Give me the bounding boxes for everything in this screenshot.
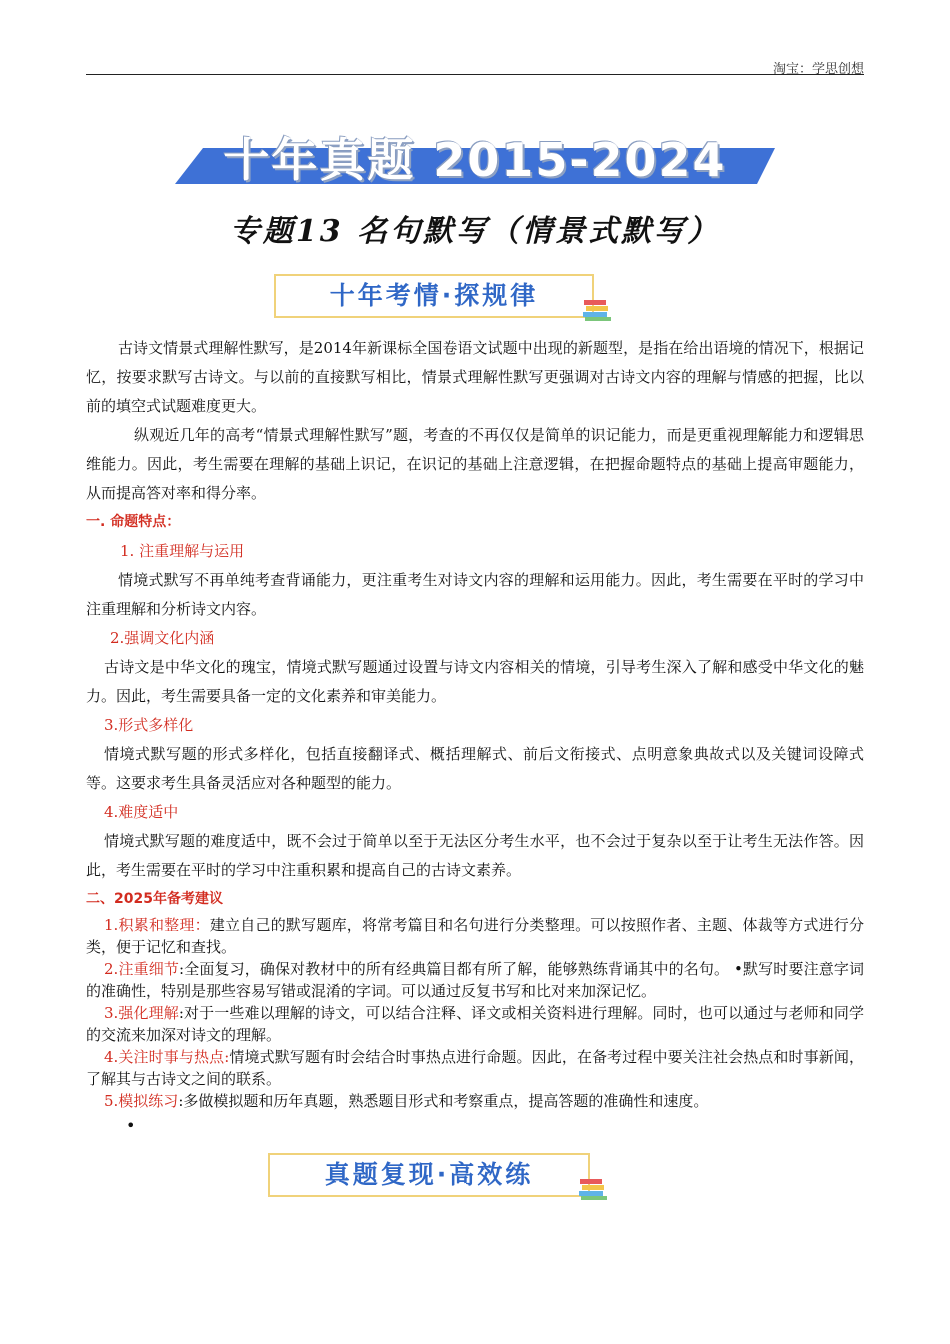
- part2-item-label: 3.强化理解: [104, 1004, 179, 1022]
- banner-title: 十年真题 2015-2024: [223, 133, 727, 187]
- books-icon: [578, 1175, 608, 1201]
- part2-heading: 二、2025年备考建议: [86, 891, 223, 907]
- banner: [175, 120, 775, 187]
- part2-item-text: 建立自己的默写题库，将常考篇目和名句进行分类整理。可以按照作者、主题、体裁等方式进行分类，便于记忆和查找。: [86, 916, 864, 956]
- part2-item-text: :全面复习，确保对教材中的所有经典篇目都有所了解，能够熟练背诵其中的名句。 •默写时要注意字词的准确性，特别是那些容易写错或混淆的字词。可以通过反复书写和比对来加深记忆。: [86, 960, 864, 1000]
- part1-item-text: 情境式默写不再单纯考查背诵能力，更注重考生对诗文内容的理解和运用能力。因此，考生需要在平时的学习中注重理解和分析诗文内容。: [86, 571, 864, 618]
- header-note: 淘宝：学思创想: [772, 62, 864, 77]
- intro-paragraph-1: 古诗文情景式理解性默写，是2014年新课标全国卷语文试题中出现的新题型，是指在给出语境的情况下，根据记忆，按要求默写古诗文。与以前的直接默写相比，情景式理解性默写更强调对古诗文内容的理解与情感的把握，比以前的填空式试题难度更大。: [86, 339, 864, 415]
- part2-item-text: :对于一些难以理解的诗文，可以结合注释、译文或相关资料进行理解。同时，也可以通过与老师和同学的交流来加深对诗文的理解。: [86, 1004, 864, 1044]
- part2-item: [86, 1090, 864, 1112]
- part1-item-text: 情境式默写题的形式多样化，包括直接翻译式、概括理解式、前后文衔接式、点明意象典故式以及关键词设障式等。这要求考生具备灵活应对各种题型的能力。: [86, 745, 864, 792]
- intro-section: [86, 334, 864, 1112]
- part2-item-text: :多做模拟题和历年真题，熟悉题目形式和考察重点，提高答题的准确性和速度。: [178, 1092, 709, 1110]
- part1-item-text: 古诗文是中华文化的瑰宝，情境式默写题通过设置与诗文内容相关的情境，引导考生深入了解和感受中华文化的魅力。因此，考生需要具备一定的文化素养和审美能力。: [86, 658, 864, 705]
- page-title: 专题13 名句默写（情景式默写）: [229, 214, 721, 249]
- header-rule: [86, 74, 864, 75]
- part1-item-title: 3.形式多样化: [104, 716, 194, 734]
- part2-item-label: 5.模拟练习: [104, 1092, 179, 1110]
- part2-item-text: 情境式默写题有时会结合时事热点进行命题。因此，在备考过程中要关注社会热点和时事新闻，了解其与古诗文之间的联系。: [86, 1048, 864, 1088]
- part1-heading: 一. 命题特点：: [86, 514, 181, 530]
- part2-item: [86, 958, 864, 1002]
- intro-paragraph-2: 纵观近几年的高考“情景式理解性默写”题，考查的不再仅仅是简单的识记能力，而是更重视理解能力和逻辑思维能力。因此，考生需要在理解的基础上识记，在识记的基础上注意逻辑，在把握命题特点的基础上提高审题能力，从而提高答对率和得分率。: [86, 426, 864, 502]
- part1-item-text: 情境式默写题的难度适中，既不会过于简单以至于无法区分考生水平，也不会过于复杂以至于让考生无法作答。因此，考生需要在平时的学习中注重积累和提高自己的古诗文素养。: [86, 832, 864, 879]
- section-header-trends: 十年考情·探规律: [274, 274, 594, 318]
- part2-item: [86, 1046, 864, 1090]
- section-header-practice: 真题复现·高效练: [268, 1153, 590, 1197]
- bullet-mark: •: [126, 1116, 136, 1135]
- part2-item: [86, 1002, 864, 1046]
- part2-item-label: 1.积累和整理：: [104, 916, 210, 934]
- part1-item-title: 4.难度适中: [104, 803, 179, 821]
- part1-item-title: 1. 注重理解与运用: [120, 542, 245, 560]
- part2-item-label: 2.注重细节: [104, 960, 179, 978]
- part2-item-label: 4.关注时事与热点:: [104, 1048, 230, 1066]
- part2-item: [86, 914, 864, 958]
- books-icon: [582, 296, 612, 322]
- part1-item-title: 2.强调文化内涵: [110, 629, 215, 647]
